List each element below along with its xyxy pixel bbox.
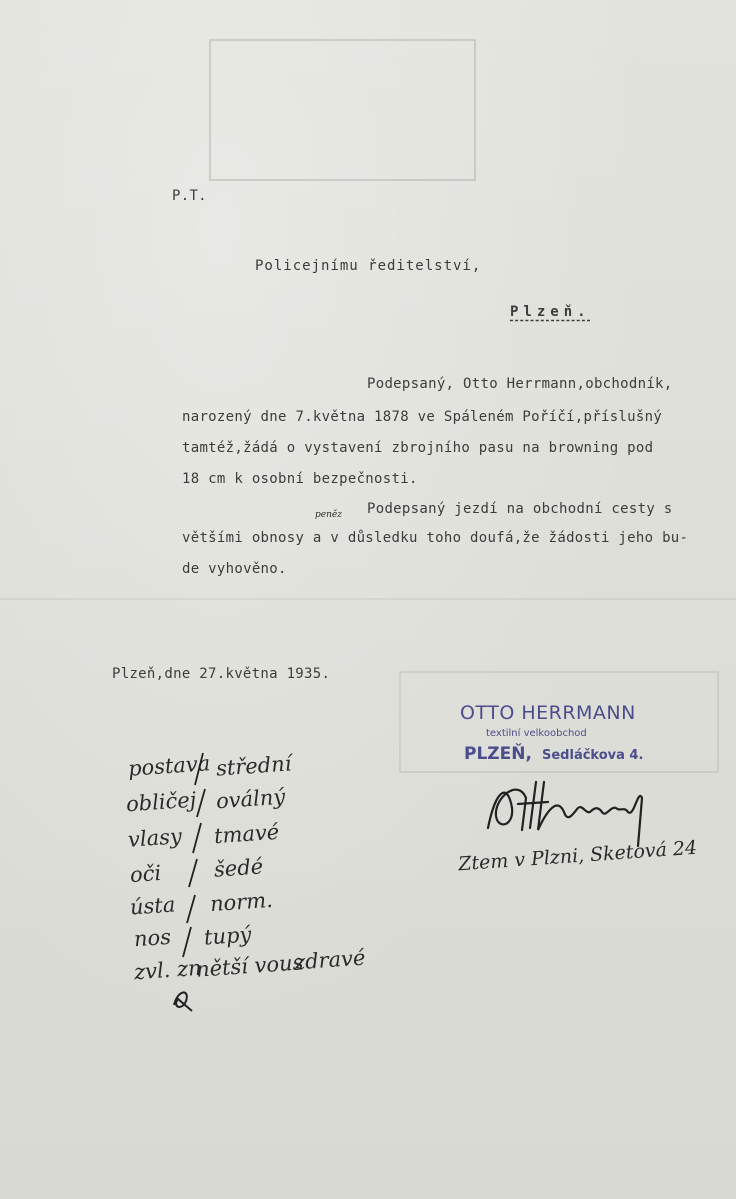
salutation: P.T. <box>172 188 207 204</box>
body-line-2: narozený dne 7.května 1878 ve Spáleném Poříčí,příslušný <box>182 409 663 425</box>
note-extra: zdravé <box>293 945 367 975</box>
body-line-3: tamtéž,žádá o vystavení zbrojního pasu na browning pod <box>182 440 654 456</box>
body-line-5: Podepsaný jezdí na obchodní cesty s <box>367 501 673 517</box>
stamp-subtitle: textilní velkoobchod <box>486 728 587 739</box>
date-line: Plzeň,dne 27.května 1935. <box>112 666 331 682</box>
note-left-1: postava <box>127 751 211 781</box>
note-right-3: tmavé <box>213 819 280 849</box>
note-right-7: nětší vous <box>195 950 305 982</box>
stamp-city: PLZEŇ, <box>464 744 532 764</box>
note-dividers <box>175 745 235 985</box>
note-left-2: obličej <box>125 787 197 817</box>
note-left-5: ústa <box>129 892 177 920</box>
note-right-5: norm. <box>209 887 274 917</box>
body-line-7: de vyhověno. <box>182 561 287 577</box>
body-line-4: 18 cm k osobní bezpečnosti. <box>182 471 418 487</box>
company-stamp <box>460 702 680 772</box>
handwritten-signature <box>478 768 668 848</box>
body-line-6: většími obnosy a v důsledku toho doufá,že žádosti jeho bu- <box>182 530 689 546</box>
addressee: Policejnímu ředitelství, <box>255 258 482 274</box>
note-right-2: oválný <box>215 784 286 814</box>
stamp-address: Sedláčkova 4. <box>542 748 644 763</box>
note-left-4: oči <box>129 860 162 888</box>
interlinear-insert: peněz <box>315 510 342 520</box>
note-left-7: zvl. zn <box>133 955 203 985</box>
stamp-name: OTTO HERRMANN <box>460 702 636 724</box>
body-line-1: Podepsaný, Otto Herrmann,obchodník, <box>367 376 673 392</box>
note-right-4: šedé <box>213 854 264 882</box>
addressee-city: Plzeň. <box>510 304 591 320</box>
residence-note: Ztem v Plzni, Sketová 24 <box>457 836 698 876</box>
note-left-3: vlasy <box>127 824 183 852</box>
note-right-1: střední <box>215 751 293 781</box>
note-left-6: nos <box>133 924 172 952</box>
note-right-6: tupý <box>203 922 253 950</box>
initial-mark <box>168 985 198 1015</box>
